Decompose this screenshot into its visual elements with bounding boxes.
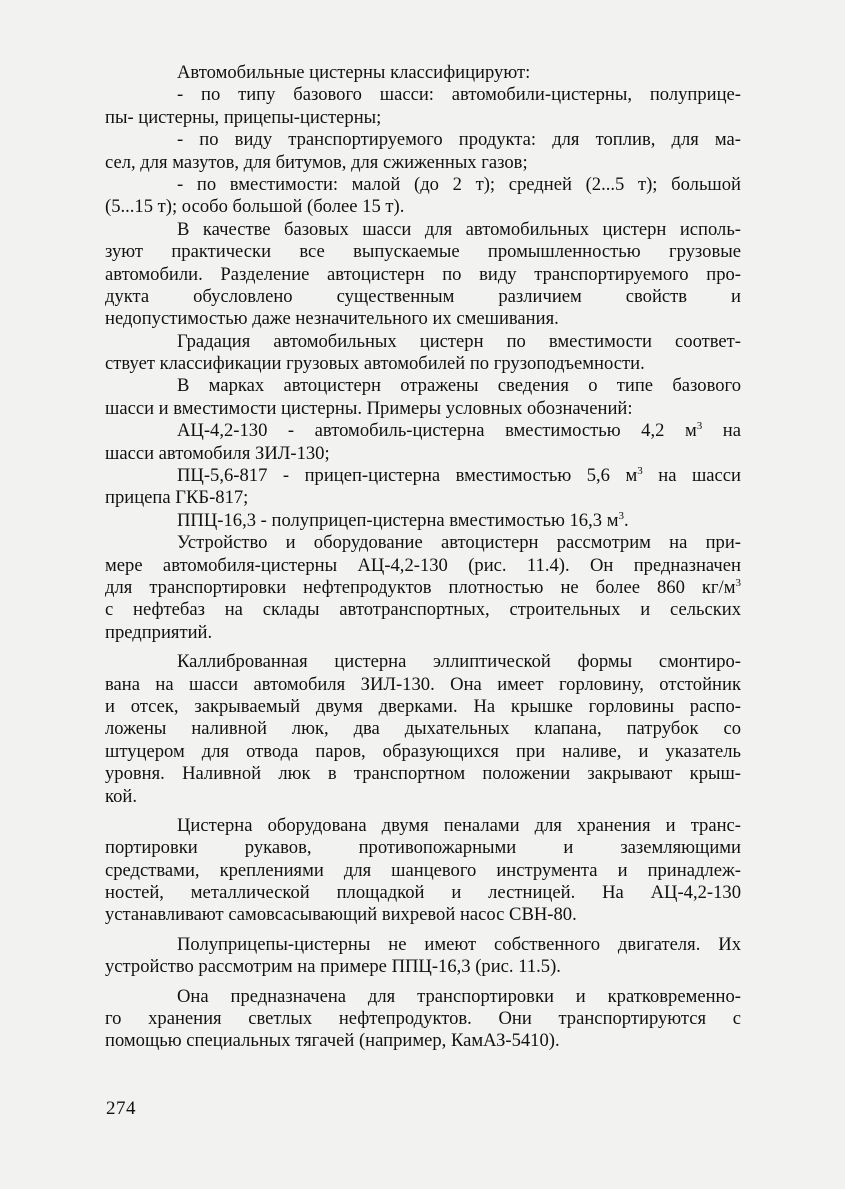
text-line-content: (5...15 т); особо большой (более 15 т). — [105, 196, 405, 218]
text-line — [105, 1008, 741, 1030]
text-line-content: устанавливают самовсасывающий вихревой насос СВН-80. — [105, 904, 577, 926]
text-line — [105, 107, 741, 129]
paragraph-gap — [105, 927, 741, 934]
paragraph-gap — [105, 644, 741, 651]
text-line-content: штуцером для отвода паров, образующихся при наливе, и указатель — [105, 740, 741, 762]
text-line — [105, 599, 741, 621]
text-line — [105, 837, 741, 859]
text-line-content: Каллиброванная цистерна эллиптической формы смонтиро- — [177, 651, 741, 673]
text-line-tail: на шасси — [642, 465, 741, 487]
paragraph-gap — [105, 979, 741, 986]
text-line — [105, 904, 741, 926]
text-line — [105, 174, 741, 196]
text-line — [105, 674, 741, 696]
text-line-content: для транспортировки нефтепродуктов плотностью не более 860 кг/м — [105, 576, 736, 598]
text-line — [105, 882, 741, 904]
text-line — [105, 718, 741, 740]
superscript: 3 — [637, 465, 643, 478]
text-line-content: - по вместимости: малой (до 2 т); средней (2...5 т); большой — [177, 173, 741, 195]
text-line — [105, 84, 741, 106]
text-line-content: - по виду транспортируемого продукта: для топлив, для ма- — [177, 129, 741, 151]
text-line — [105, 786, 741, 808]
text-line-content: устройство рассмотрим на примере ППЦ-16,3 (рис. 11.5). — [105, 956, 561, 978]
text-line-content: Она предназначена для транспортировки и кратковременно- — [177, 985, 741, 1007]
text-line — [105, 331, 741, 353]
text-line-content: вана на шасси автомобиля ЗИЛ-130. Она имеет горловину, отстойник — [105, 673, 741, 695]
text-line — [105, 152, 741, 174]
text-line — [105, 956, 741, 978]
text-line — [105, 487, 741, 509]
text-line-content: прицепа ГКБ-817; — [105, 487, 249, 509]
text-line — [105, 308, 741, 330]
text-line — [105, 62, 741, 84]
page-body-text — [105, 62, 741, 1053]
text-line-content: го хранения светлых нефтепродуктов. Они транспортируются с — [105, 1008, 741, 1030]
text-line-content: мере автомобиля-цистерны АЦ-4,2-130 (рис. 11.4). Он предназначен — [105, 554, 741, 576]
text-line-tail: на — [702, 420, 741, 442]
text-line — [105, 622, 741, 644]
text-line-content: АЦ-4,2-130 - автомобиль-цистерна вместимостью 4,2 м — [177, 420, 697, 442]
text-line-tail: . — [623, 509, 629, 531]
text-line — [105, 577, 741, 599]
text-line-content: ложены наливной люк, два дыхательных клапана, патрубок со — [105, 718, 741, 740]
text-line — [105, 860, 741, 882]
text-line-content: ППЦ-16,3 - полуприцеп-цистерна вместимостью 16,3 м — [177, 509, 619, 531]
text-line-content: шасси автомобиля ЗИЛ-130; — [105, 442, 330, 464]
text-line — [105, 696, 741, 718]
text-line-content: зуют практически все выпускаемые промышленностью грузовые — [105, 241, 741, 263]
text-line — [105, 986, 741, 1008]
text-line-content: средствами, креплениями для шанцевого инструмента и принадлеж- — [105, 859, 741, 881]
text-line-content: уровня. Наливной люк в транспортном положении закрывают крыш- — [105, 763, 741, 785]
text-line-content: портировки рукавов, противопожарными и заземляющими — [105, 837, 741, 859]
text-line-content: ПЦ-5,6-817 - прицеп-цистерна вместимостью 5,6 м — [177, 465, 638, 487]
text-line-content: автомобили. Разделение автоцистерн по виду транспортируемого про- — [105, 263, 741, 285]
text-line-content: В качестве базовых шасси для автомобильных цистерн исполь- — [177, 218, 741, 240]
text-line-content: и отсек, закрываемый двумя дверками. На крышке горловины распо- — [105, 695, 741, 717]
text-line — [105, 375, 741, 397]
text-line-content: шасси и вместимости цистерны. Примеры условных обозначений: — [105, 397, 633, 419]
text-line-content: ствует классификации грузовых автомобилей по грузоподъемности. — [105, 353, 645, 375]
text-line — [105, 651, 741, 673]
text-line-content: недопустимостью даже незначительного их смешивания. — [105, 308, 559, 330]
superscript: 3 — [696, 420, 703, 433]
text-line-content: сел, для мазутов, для битумов, для сжиженных газов; — [105, 151, 528, 173]
superscript: 3 — [735, 576, 741, 589]
text-line-content: Устройство и оборудование автоцистерн рассмотрим на при- — [177, 532, 741, 554]
superscript: 3 — [618, 509, 624, 522]
page-number: 274 — [106, 1098, 136, 1119]
text-line-content: дукта обусловлено существенным различием свойств и — [105, 285, 741, 307]
text-line — [105, 353, 741, 375]
text-line-content: - по типу базового шасси: автомобили-цистерны, полуприце- — [177, 84, 741, 106]
text-line — [105, 443, 741, 465]
text-line — [105, 420, 741, 442]
text-line — [105, 264, 741, 286]
text-line-content: кой. — [105, 785, 137, 807]
text-line-content: ностей, металлической площадкой и лестницей. На АЦ-4,2-130 — [105, 882, 741, 904]
text-line-content: помощью специальных тягачей (например, КамАЗ-5410). — [105, 1030, 560, 1052]
text-line — [105, 815, 741, 837]
text-line — [105, 763, 741, 785]
text-line — [105, 510, 741, 532]
text-line — [105, 934, 741, 956]
text-line — [105, 532, 741, 554]
text-line-content: предприятий. — [105, 621, 213, 643]
text-line-content: В марках автоцистерн отражены сведения о типе базового — [177, 375, 741, 397]
text-line-content: Градация автомобильных цистерн по вместимости соответ- — [177, 330, 741, 352]
text-line-content: Цистерна оборудована двумя пеналами для хранения и транс- — [177, 814, 741, 836]
text-line — [105, 196, 741, 218]
text-line — [105, 286, 741, 308]
text-line — [105, 555, 741, 577]
text-line — [105, 129, 741, 151]
text-line — [105, 465, 741, 487]
text-line-content: с нефтебаз на склады автотранспортных, строительных и сельских — [105, 599, 741, 621]
text-line — [105, 398, 741, 420]
text-line-content: Полуприцепы-цистерны не имеют собственного двигателя. Их — [177, 933, 741, 955]
text-line-content: Автомобильные цистерны классифицируют: — [177, 62, 531, 83]
text-line — [105, 1030, 741, 1052]
text-line — [105, 241, 741, 263]
paragraph-gap — [105, 808, 741, 815]
text-line — [105, 219, 741, 241]
text-line — [105, 741, 741, 763]
text-line-content: пы- цистерны, прицепы-цистерны; — [105, 106, 382, 128]
